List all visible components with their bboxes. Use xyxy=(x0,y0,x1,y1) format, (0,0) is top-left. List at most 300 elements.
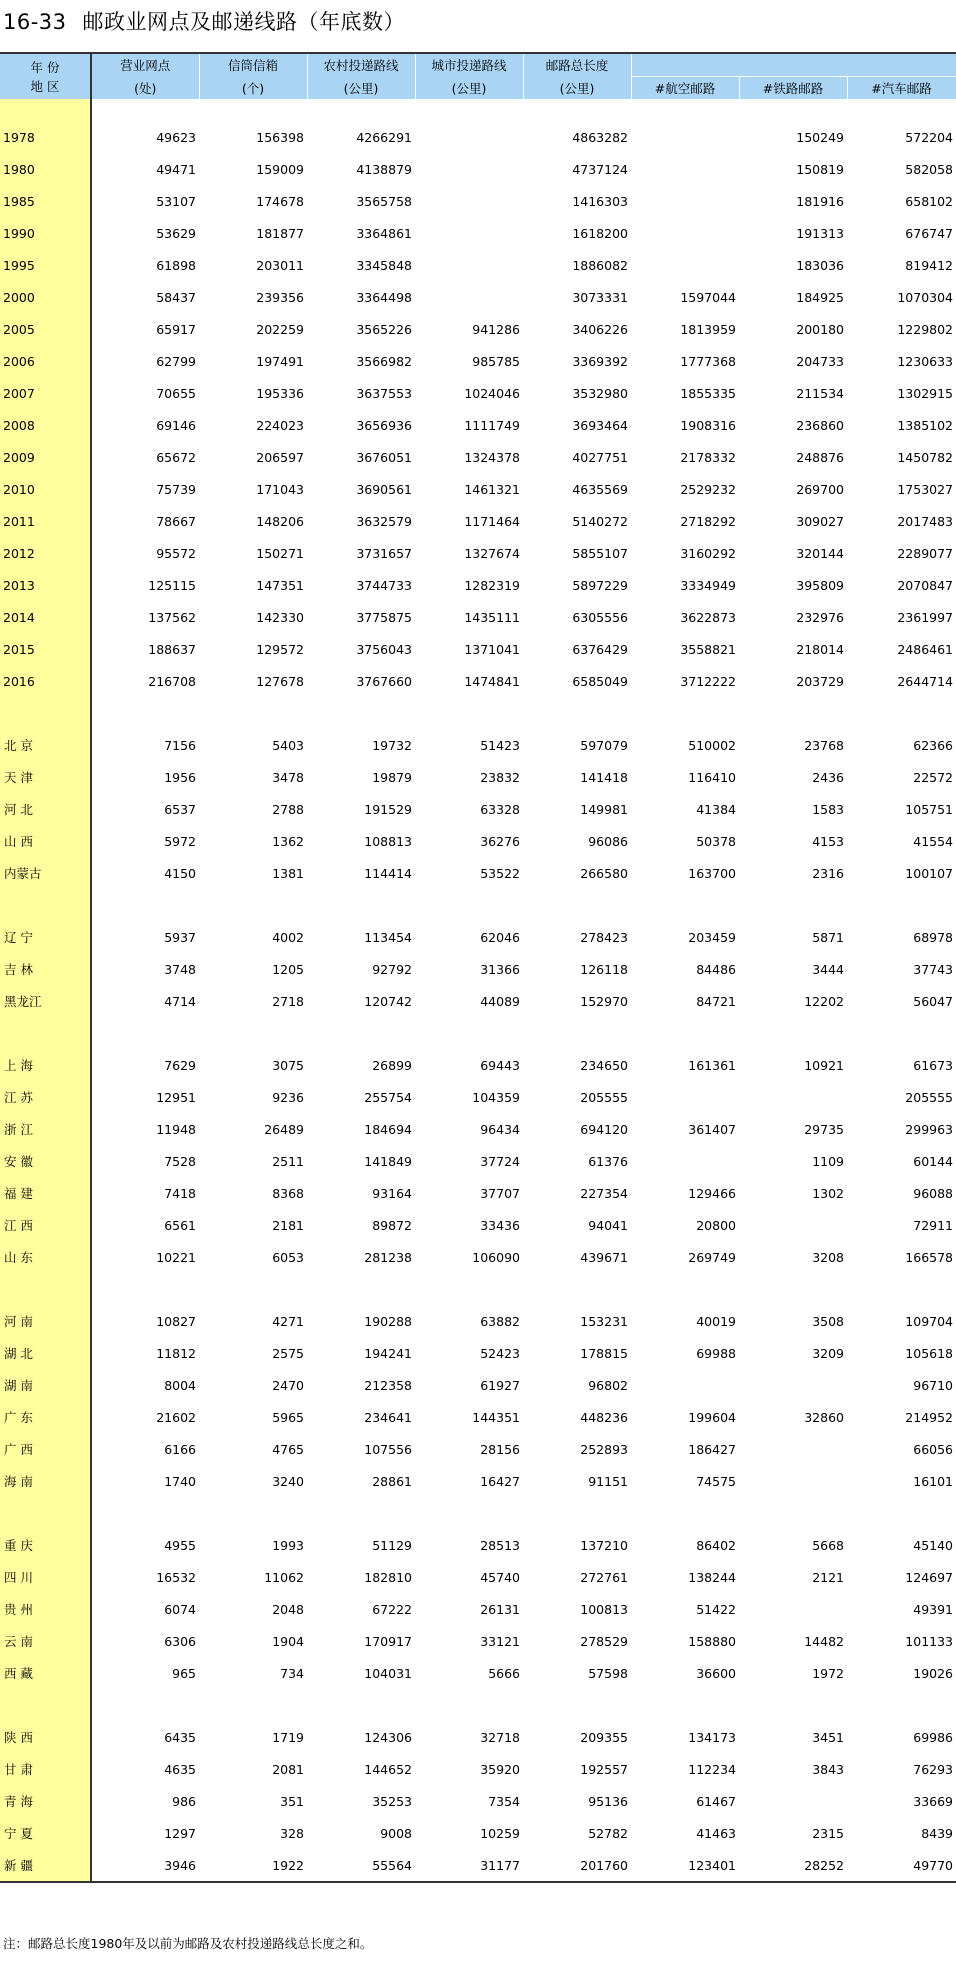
table-cell: 106090 xyxy=(472,1249,520,1265)
table-cell: 66056 xyxy=(913,1441,954,1457)
table-cell xyxy=(415,217,523,249)
table-cell: 144351 xyxy=(472,1409,520,1425)
table-cell: 1813959 xyxy=(680,321,736,337)
table-cell: 1109 xyxy=(812,1153,844,1169)
table-cell: 129466 xyxy=(688,1185,736,1201)
row-label-year: 2011 xyxy=(0,505,91,537)
table-cell: 186427 xyxy=(688,1441,736,1457)
table-cell: 108813 xyxy=(364,833,412,849)
table-cell: 6537 xyxy=(164,801,196,817)
table-cell: 89872 xyxy=(372,1217,412,1233)
table-cell: 1474841 xyxy=(464,673,520,689)
table-cell: 510002 xyxy=(688,737,736,753)
table-cell: 3756043 xyxy=(356,641,412,657)
table-cell: 3748 xyxy=(164,961,196,977)
table-cell: 3693464 xyxy=(572,417,628,433)
table-cell: 96086 xyxy=(588,833,628,849)
row-label-region: 四 川 xyxy=(0,1561,91,1593)
table-row xyxy=(0,281,956,313)
corner-header xyxy=(0,53,91,99)
table-cell: 1327674 xyxy=(464,545,520,561)
table-cell: 65672 xyxy=(156,449,196,465)
table-cell: 61467 xyxy=(696,1793,736,1809)
table-cell: 72911 xyxy=(913,1217,954,1233)
table-cell: 163700 xyxy=(688,865,736,881)
corner-header-year: 年 份 xyxy=(30,59,60,75)
row-label-region: 西 藏 xyxy=(0,1657,91,1689)
table-row xyxy=(0,121,956,153)
table-cell: 124697 xyxy=(905,1569,954,1585)
table-cell: 5937 xyxy=(164,929,196,945)
table-cell: 2289077 xyxy=(897,545,954,561)
table-cell: 36276 xyxy=(480,833,520,849)
table-cell: 1922 xyxy=(199,1849,307,1882)
table-cell: 2436 xyxy=(812,769,844,785)
row-label-region: 上 海 xyxy=(0,1049,91,1081)
table-cell: 1618200 xyxy=(572,225,628,241)
table-cell: 11062 xyxy=(264,1569,304,1585)
table-cell: 1597044 xyxy=(680,289,736,305)
table-cell: 23832 xyxy=(480,769,520,785)
column-header-unit: (公里) xyxy=(415,77,523,100)
table-cell: 205555 xyxy=(905,1089,954,1105)
column-header-unit: (个) xyxy=(199,77,307,100)
table-cell: 6561 xyxy=(164,1217,196,1233)
table-cell: 1282319 xyxy=(464,577,520,593)
table-row xyxy=(0,1049,956,1081)
table-cell: 8439 xyxy=(921,1825,954,1841)
table-cell: 40019 xyxy=(696,1313,736,1329)
row-label-region: 辽 宁 xyxy=(0,921,91,953)
table-row xyxy=(0,1593,956,1625)
table-cell: 5897229 xyxy=(572,577,628,593)
table-cell: 3451 xyxy=(812,1729,844,1745)
table-row xyxy=(0,1241,956,1273)
table-cell: 3406226 xyxy=(572,321,628,337)
table-row xyxy=(0,409,956,441)
column-header-unit: (公里) xyxy=(307,77,415,100)
table-cell: 150819 xyxy=(796,161,844,177)
table-cell: 16427 xyxy=(480,1473,520,1489)
table-cell: 234650 xyxy=(580,1057,628,1073)
column-header-label: 城市投递路线 xyxy=(415,53,523,77)
table-cell: 55564 xyxy=(307,1849,415,1882)
table-cell: 239356 xyxy=(256,289,304,305)
table-cell: 5972 xyxy=(164,833,196,849)
table-cell: 52423 xyxy=(480,1345,520,1361)
table-cell: 26131 xyxy=(480,1601,520,1617)
table-row xyxy=(0,377,956,409)
table-cell: 10221 xyxy=(156,1249,196,1265)
table-cell: 105751 xyxy=(905,801,954,817)
table-row xyxy=(0,217,956,249)
table-cell: 76293 xyxy=(913,1761,954,1777)
table-cell: 227354 xyxy=(580,1185,628,1201)
table-cell: 156398 xyxy=(256,129,304,145)
table-cell: 299963 xyxy=(905,1121,954,1137)
table-cell: 62799 xyxy=(156,353,196,369)
table-cell: 51423 xyxy=(480,737,520,753)
table-cell: 19732 xyxy=(372,737,412,753)
table-cell: 1024046 xyxy=(464,385,520,401)
table-cell: 182810 xyxy=(364,1569,412,1585)
table-cell: 56047 xyxy=(913,993,954,1009)
table-cell: 191529 xyxy=(364,801,412,817)
table-cell: 63882 xyxy=(480,1313,520,1329)
table-cell: 2048 xyxy=(272,1601,304,1617)
table-cell: 3334949 xyxy=(680,577,736,593)
row-label-region: 贵 州 xyxy=(0,1593,91,1625)
table-cell: 2081 xyxy=(272,1761,304,1777)
table-cell: 2316 xyxy=(812,865,844,881)
table-cell: 582058 xyxy=(905,161,954,177)
table-cell: 4955 xyxy=(164,1537,196,1553)
table-row xyxy=(0,1849,956,1882)
table-cell: 4150 xyxy=(164,865,196,881)
table-cell: 694120 xyxy=(580,1121,628,1137)
table-cell: 3566982 xyxy=(356,353,412,369)
spacer-row xyxy=(0,889,956,921)
table-cell: 1740 xyxy=(164,1473,196,1489)
table-cell xyxy=(631,121,739,153)
table-cell: 53629 xyxy=(156,225,196,241)
table-cell: 3558821 xyxy=(680,641,736,657)
table-row xyxy=(0,1209,956,1241)
table-cell: 100813 xyxy=(580,1601,628,1617)
table-cell: 112234 xyxy=(688,1761,736,1777)
column-header-label: 农村投递路线 xyxy=(307,53,415,77)
table-cell: 33669 xyxy=(913,1793,954,1809)
table-row xyxy=(0,1401,956,1433)
footnote: 注：邮路总长度1980年及以前为邮路及农村投递路线总长度之和。 xyxy=(3,1936,373,1951)
table-cell: 1297 xyxy=(164,1825,196,1841)
table-cell: 4863282 xyxy=(572,129,628,145)
table-cell: 37743 xyxy=(913,961,954,977)
table-cell: 3478 xyxy=(272,769,304,785)
table-cell: 6585049 xyxy=(572,673,628,689)
table-cell: 171043 xyxy=(256,481,304,497)
table-cell: 144652 xyxy=(364,1761,412,1777)
table-cell: 137210 xyxy=(580,1537,628,1553)
table-cell: 6376429 xyxy=(572,641,628,657)
table-cell: 141849 xyxy=(364,1153,412,1169)
table-cell: 2788 xyxy=(272,801,304,817)
table-row xyxy=(0,1817,956,1849)
table-cell: 78667 xyxy=(156,513,196,529)
table-cell: 269749 xyxy=(688,1249,736,1265)
table-cell: 49623 xyxy=(156,129,196,145)
table-cell: 23768 xyxy=(804,737,844,753)
table-cell: 6074 xyxy=(164,1601,196,1617)
table-row xyxy=(0,1753,956,1785)
table-cell: 4138879 xyxy=(356,161,412,177)
table-cell: 4153 xyxy=(812,833,844,849)
table-cell: 3209 xyxy=(812,1345,844,1361)
table-cell: 63328 xyxy=(480,801,520,817)
table-cell: 734 xyxy=(280,1665,304,1681)
row-label-region: 江 苏 xyxy=(0,1081,91,1113)
table-cell: 33436 xyxy=(480,1217,520,1233)
table-cell: 116410 xyxy=(688,769,736,785)
table-row xyxy=(0,1081,956,1113)
table-row xyxy=(0,1337,956,1369)
table-row xyxy=(0,1529,956,1561)
table-cell: 14482 xyxy=(804,1633,844,1649)
table-cell: 52782 xyxy=(588,1825,628,1841)
table-cell: 8368 xyxy=(272,1185,304,1201)
table-cell: 178815 xyxy=(580,1345,628,1361)
table-cell: 69986 xyxy=(913,1729,954,1745)
table-cell: 45740 xyxy=(480,1569,520,1585)
table-cell: 328 xyxy=(280,1825,304,1841)
table-cell: 181916 xyxy=(796,193,844,209)
row-label-region: 内蒙古 xyxy=(0,857,91,889)
table-cell: 2121 xyxy=(812,1569,844,1585)
table-cell: 320144 xyxy=(796,545,844,561)
table-cell: 597079 xyxy=(580,737,628,753)
table-cell: 1972 xyxy=(812,1665,844,1681)
table-cell: 439671 xyxy=(580,1249,628,1265)
column-header-blank xyxy=(631,53,956,77)
table-cell: 3656936 xyxy=(356,417,412,433)
table-cell: 100107 xyxy=(905,865,954,881)
table-cell: 1230633 xyxy=(897,353,954,369)
table-cell: 45140 xyxy=(913,1537,954,1553)
table-cell: 49471 xyxy=(156,161,196,177)
table-cell: 4002 xyxy=(272,929,304,945)
table-cell: 138244 xyxy=(688,1569,736,1585)
table-row xyxy=(0,505,956,537)
table-title: 邮政业网点及邮递线路（年底数） xyxy=(82,10,406,34)
table-cell: 2718 xyxy=(272,993,304,1009)
table-cell: 985785 xyxy=(472,353,520,369)
table-cell xyxy=(739,1081,847,1113)
table-cell: 49770 xyxy=(847,1849,956,1882)
table-row xyxy=(0,633,956,665)
table-cell: 3565758 xyxy=(356,193,412,209)
table-row xyxy=(0,1305,956,1337)
row-label-year: 1980 xyxy=(0,153,91,185)
table-cell: 941286 xyxy=(472,321,520,337)
table-row xyxy=(0,665,956,697)
table-cell: 61673 xyxy=(913,1057,954,1073)
table-cell: 4635569 xyxy=(572,481,628,497)
table-cell xyxy=(631,1081,739,1113)
table-cell: 3364861 xyxy=(356,225,412,241)
table-cell: 234641 xyxy=(364,1409,412,1425)
data-table-container xyxy=(0,52,956,1883)
table-cell: 3444 xyxy=(812,961,844,977)
row-label-region: 山 西 xyxy=(0,825,91,857)
table-cell: 206597 xyxy=(256,449,304,465)
table-cell: 3622873 xyxy=(680,609,736,625)
table-cell: 142330 xyxy=(256,609,304,625)
table-cell: 3744733 xyxy=(356,577,412,593)
table-cell: 19879 xyxy=(372,769,412,785)
table-cell: 35920 xyxy=(480,1761,520,1777)
table-cell: 21602 xyxy=(156,1409,196,1425)
spacer-row xyxy=(0,1497,956,1529)
table-cell: 4737124 xyxy=(572,161,628,177)
table-cell: 5871 xyxy=(812,929,844,945)
table-cell: 5140272 xyxy=(572,513,628,529)
column-header-label: 营业网点 xyxy=(91,53,199,77)
table-row xyxy=(0,761,956,793)
row-label-year: 2006 xyxy=(0,345,91,377)
table-row xyxy=(0,1369,956,1401)
table-row xyxy=(0,1177,956,1209)
row-label-region: 云 南 xyxy=(0,1625,91,1657)
table-cell: 5668 xyxy=(812,1537,844,1553)
table-cell: 986 xyxy=(172,1793,196,1809)
table-cell: 28156 xyxy=(480,1441,520,1457)
table-number: 16-33 xyxy=(3,10,67,34)
table-cell: 96434 xyxy=(480,1121,520,1137)
row-label-region: 甘 肃 xyxy=(0,1753,91,1785)
table-cell: 3767660 xyxy=(356,673,412,689)
table-cell: 252893 xyxy=(580,1441,628,1457)
table-cell: 248876 xyxy=(796,449,844,465)
table-cell: 68978 xyxy=(913,929,954,945)
table-cell: 61927 xyxy=(480,1377,520,1393)
row-label-year: 2016 xyxy=(0,665,91,697)
table-cell: 214952 xyxy=(905,1409,954,1425)
table-cell: 95572 xyxy=(156,545,196,561)
row-label-region: 陕 西 xyxy=(0,1721,91,1753)
table-cell: 236860 xyxy=(796,417,844,433)
table-cell: 134173 xyxy=(688,1729,736,1745)
table-cell: 1371041 xyxy=(464,641,520,657)
table-cell: 9236 xyxy=(272,1089,304,1105)
table-cell: 10259 xyxy=(480,1825,520,1841)
table-cell: 181877 xyxy=(256,225,304,241)
table-cell: 4714 xyxy=(164,993,196,1009)
table-cell: 109704 xyxy=(905,1313,954,1329)
table-cell: 1855335 xyxy=(680,385,736,401)
table-cell: 448236 xyxy=(580,1409,628,1425)
row-label-year: 2014 xyxy=(0,601,91,633)
table-cell: 152970 xyxy=(580,993,628,1009)
table-cell: 3508 xyxy=(812,1313,844,1329)
table-cell: 33121 xyxy=(480,1633,520,1649)
table-cell: 188637 xyxy=(148,641,196,657)
table-cell: 5965 xyxy=(272,1409,304,1425)
row-label-region: 新 疆 xyxy=(0,1849,91,1882)
spacer-row xyxy=(0,697,956,729)
table-cell: 127678 xyxy=(256,673,304,689)
table-cell: 12951 xyxy=(156,1089,196,1105)
table-cell: 153231 xyxy=(580,1313,628,1329)
table-cell: 572204 xyxy=(905,129,954,145)
table-cell: 67222 xyxy=(372,1601,412,1617)
table-cell: 166578 xyxy=(905,1249,954,1265)
table-cell: 3240 xyxy=(272,1473,304,1489)
table-cell: 2529232 xyxy=(680,481,736,497)
row-label-region: 浙 江 xyxy=(0,1113,91,1145)
table-cell: 232976 xyxy=(796,609,844,625)
table-cell xyxy=(739,1369,847,1401)
table-cell xyxy=(631,185,739,217)
table-cell: 53107 xyxy=(156,193,196,209)
row-label-region: 北 京 xyxy=(0,729,91,761)
table-cell: 7528 xyxy=(164,1153,196,1169)
table-row xyxy=(0,1625,956,1657)
table-cell: 31177 xyxy=(415,1849,523,1882)
table-cell: 51129 xyxy=(372,1537,412,1553)
table-cell: 158880 xyxy=(688,1633,736,1649)
table-cell: 147351 xyxy=(256,577,304,593)
row-label-region: 广 西 xyxy=(0,1433,91,1465)
table-row xyxy=(0,825,956,857)
table-cell xyxy=(739,1433,847,1465)
table-row xyxy=(0,249,956,281)
table-cell: 12202 xyxy=(804,993,844,1009)
table-cell: 51422 xyxy=(696,1601,736,1617)
table-cell: 10921 xyxy=(804,1057,844,1073)
table-cell: 3369392 xyxy=(572,353,628,369)
table-cell: 218014 xyxy=(796,641,844,657)
table-cell: 3345848 xyxy=(356,257,412,273)
spacer-row xyxy=(0,99,956,121)
table-cell: 6435 xyxy=(164,1729,196,1745)
table-cell: 41554 xyxy=(913,833,954,849)
table-cell: 7418 xyxy=(164,1185,196,1201)
table-cell: 95136 xyxy=(588,1793,628,1809)
table-cell: 203729 xyxy=(796,673,844,689)
row-label-region: 江 西 xyxy=(0,1209,91,1241)
row-label-year: 2005 xyxy=(0,313,91,345)
page-title xyxy=(3,6,405,36)
table-cell: 3160292 xyxy=(680,545,736,561)
table-row xyxy=(0,601,956,633)
table-cell: 7629 xyxy=(164,1057,196,1073)
table-cell: 3565226 xyxy=(356,321,412,337)
column-header-label: 信筒信箱 xyxy=(199,53,307,77)
table-cell: 1904 xyxy=(272,1633,304,1649)
table-cell: 1956 xyxy=(164,769,196,785)
table-row xyxy=(0,857,956,889)
table-cell: 1302915 xyxy=(897,385,954,401)
table-cell: 16101 xyxy=(913,1473,954,1489)
row-label-region: 山 东 xyxy=(0,1241,91,1273)
table-cell: 199604 xyxy=(688,1409,736,1425)
table-cell: 125115 xyxy=(148,577,196,593)
table-cell: 4271 xyxy=(272,1313,304,1329)
table-cell: 9008 xyxy=(380,1825,412,1841)
table-cell: 2017483 xyxy=(897,513,954,529)
table-cell: 1362 xyxy=(272,833,304,849)
table-cell: 5855107 xyxy=(572,545,628,561)
table-row xyxy=(0,1657,956,1689)
table-cell: 22572 xyxy=(913,769,954,785)
table-cell: 124306 xyxy=(364,1729,412,1745)
table-cell: 2070847 xyxy=(897,577,954,593)
table-cell: 3731657 xyxy=(356,545,412,561)
table-cell: 11948 xyxy=(156,1121,196,1137)
row-label-year: 2007 xyxy=(0,377,91,409)
table-cell: 1886082 xyxy=(572,257,628,273)
table-cell: 61898 xyxy=(156,257,196,273)
table-cell: 174678 xyxy=(256,193,304,209)
table-cell: 1993 xyxy=(272,1537,304,1553)
table-cell: 91151 xyxy=(588,1473,628,1489)
table-cell: 86402 xyxy=(696,1537,736,1553)
table-row xyxy=(0,441,956,473)
table-cell: 7354 xyxy=(488,1793,520,1809)
table-cell: 11812 xyxy=(156,1345,196,1361)
table-cell: 204733 xyxy=(796,353,844,369)
row-label-region: 青 海 xyxy=(0,1785,91,1817)
